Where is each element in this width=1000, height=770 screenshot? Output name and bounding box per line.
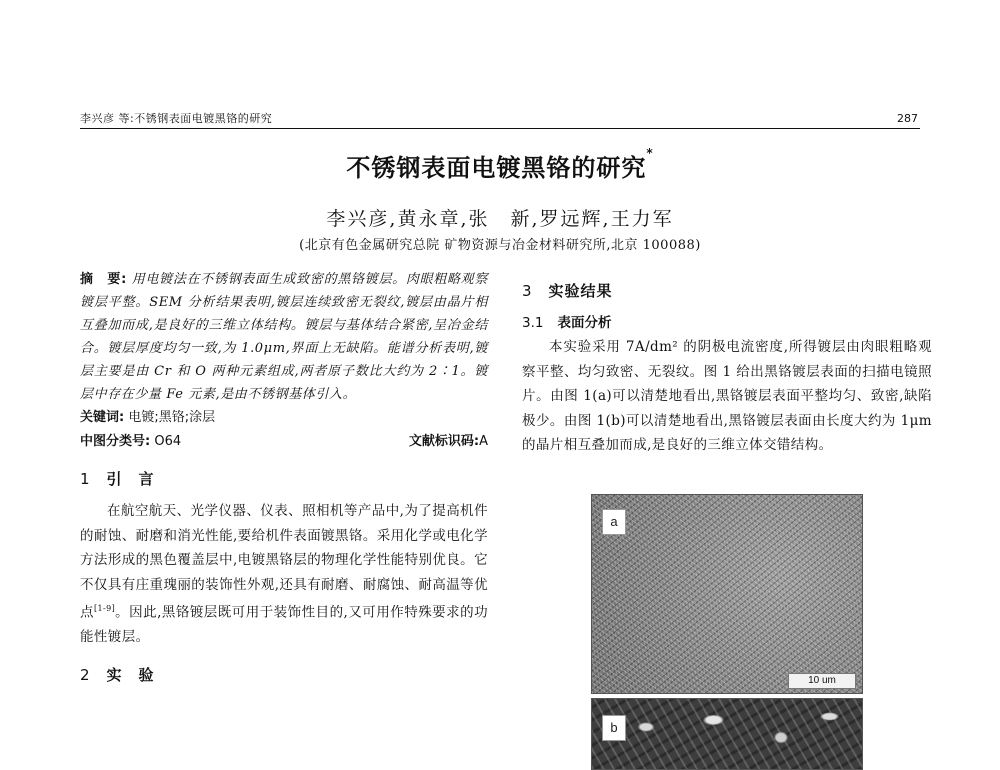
subsection-3-1-paragraph: 本实验采用 7A/dm² 的阴极电流密度,所得镀层由肉眼粗略观察平整、均匀致密、无裂纹。图 1 给出黑铬镀层表面的扫描电镜照片。由图 1(a)可以清楚地看出,黑铬镀层表面平整均匀、致密,缺陷极少。由图 1(b)可以清楚地看出,黑铬镀层表面由长度大约为 1μm 的晶片相互叠加而成,是良好的三维立体交错结构。: [522, 339, 932, 453]
clc-label: 中图分类号:: [80, 434, 151, 449]
left-column: [80, 268, 488, 695]
subsection-3-1-heading: [522, 311, 932, 331]
section-1-paragraph: [80, 499, 488, 650]
section-1-number: 1: [80, 470, 91, 488]
title-footnote-mark: *: [646, 146, 654, 160]
clc-value: O64: [154, 434, 182, 449]
paper-title: [0, 148, 1000, 183]
abstract-text: 用电镀法在不锈钢表面生成致密的黑铬镀层。肉眼粗略观察镀层平整。SEM 分析结果表明,镀层连续致密无裂纹,镀层由晶片相互叠加而成,是良好的三维立体结构。镀层与基体结合紧密,呈冶金结合。镀层厚度均匀一致,为 1.0μm,界面上无缺陷。能谱分析表明,镀层主要是由 Cr 和 O 两种元素组成,两者原子数比大约为 2∶1。镀层中存在少量 Fe 元素,是由不锈钢基体引入。: [80, 272, 488, 402]
affiliation: (北京有色金属研究总院 矿物资源与冶金材料研究所,北京 100088): [299, 238, 701, 253]
running-title: 李兴彦 等:不锈钢表面电镀黑铬的研究: [80, 112, 273, 125]
section-1-text-b: 。因此,黑铬镀层既可用于装饰性目的,又可用作特殊要求的功能性镀层。: [80, 604, 488, 645]
subsection-3-1-title: 表面分析: [557, 315, 612, 331]
section-3-number: 3: [522, 282, 533, 300]
section-2-title: 实 验: [106, 665, 155, 684]
title-text: 不锈钢表面电镀黑铬的研究: [346, 154, 647, 182]
abstract-label: 摘 要:: [80, 272, 127, 287]
section-1-heading: [80, 468, 488, 489]
keywords: [80, 406, 488, 430]
panel-b-label: b: [602, 715, 626, 741]
panel-a-label: a: [602, 509, 626, 535]
right-column: [522, 280, 932, 458]
doc-code-value: A: [479, 434, 488, 449]
scale-bar: 10 um: [788, 673, 856, 689]
keywords-text: 电镀;黑铬;涂层: [128, 410, 216, 425]
section-3-title: 实验结果: [548, 282, 613, 300]
doc-code-label: 文献标识码:: [408, 434, 480, 449]
section-1-text-a: 在航空航天、光学仪器、仪表、照相机等产品中,为了提高机件的耐蚀、耐磨和消光性能,要给机件表面镀黑铬。采用化学或电化学方法形成的黑色覆盖层中,电镀黑铬层的物理化学性能特别优良。它不仅具有庄重瑰丽的装饰性外观,还具有耐磨、耐腐蚀、耐高温等优点: [80, 503, 488, 621]
section-2-heading: [80, 664, 488, 685]
abstract: [80, 268, 488, 406]
classification: [80, 430, 488, 454]
keywords-label: 关键词:: [80, 410, 125, 425]
citation-ref: [1-9]: [93, 604, 116, 613]
sem-image-a: [591, 494, 863, 694]
section-2-number: 2: [80, 665, 91, 684]
section-1-title: 引 言: [106, 470, 155, 488]
page-number: 287: [897, 112, 918, 125]
sem-image-b: [591, 698, 863, 770]
authors: 李兴彦,黄永章,张 新,罗远辉,王力军: [326, 208, 674, 230]
doc-code: [409, 430, 488, 454]
clc-number: [80, 430, 181, 454]
section-3-heading: [522, 280, 932, 301]
subsection-3-1-number: 3.1: [522, 315, 544, 331]
header-rule: [80, 128, 920, 129]
